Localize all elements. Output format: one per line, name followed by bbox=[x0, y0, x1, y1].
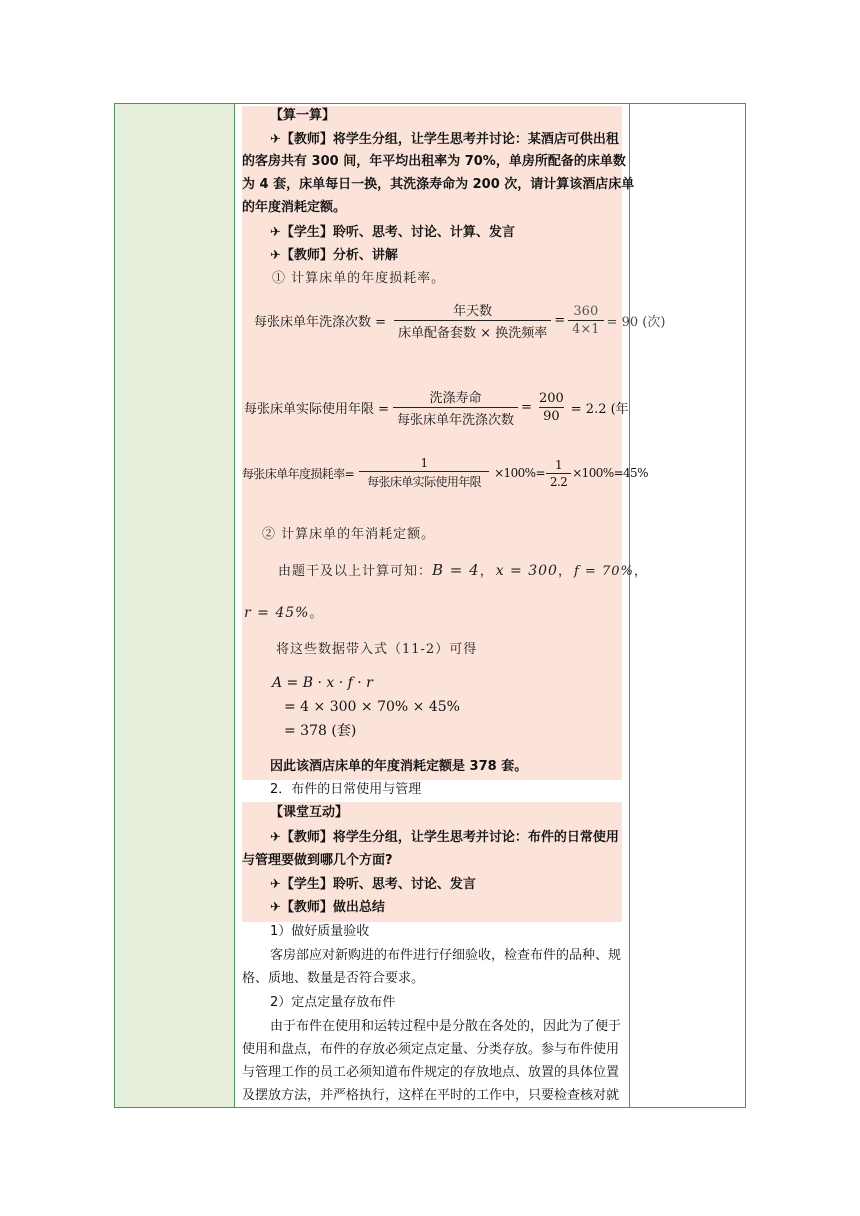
fraction-numerator: 洗涤寿命 bbox=[429, 391, 482, 406]
fraction-denominator: 90 bbox=[539, 407, 564, 424]
fraction-numerator: 1 bbox=[420, 456, 428, 470]
step-one-heading: ① 计算床单的年度损耗率。 bbox=[272, 271, 446, 286]
section-heading-interact: 【课堂互动】 bbox=[270, 805, 349, 820]
fraction-numerator: 360 bbox=[573, 304, 599, 319]
teacher-action: ✈【教师】做出总结 bbox=[270, 900, 385, 915]
fraction bbox=[355, 456, 493, 490]
student-action: ✈【学生】聆听、思考、讨论、发言 bbox=[270, 877, 476, 892]
fraction bbox=[546, 458, 571, 489]
formula-result: = 90 (次) bbox=[606, 315, 666, 330]
teacher-task-line: 的年度消耗定额。 bbox=[242, 200, 347, 215]
fraction bbox=[535, 391, 568, 424]
conclusion: 因此该酒店床单的年度消耗定额是 378 套。 bbox=[270, 759, 528, 774]
formula-lhs: 每张床单年度损耗率= bbox=[242, 466, 355, 481]
student-action: ✈【学生】聆听、思考、讨论、计算、发言 bbox=[270, 225, 515, 240]
teacher-task-line: 与管理要做到哪几个方面? bbox=[242, 853, 393, 868]
teacher-task-line: ✈【教师】将学生分组，让学生思考并讨论：布件的日常使用 bbox=[270, 830, 619, 845]
equals-sign: = bbox=[554, 313, 566, 328]
known-values-prefix: 由题干及以上计算可知： bbox=[278, 564, 433, 579]
paragraph-line: 格、质地、数量是否符合要求。 bbox=[242, 971, 425, 986]
paragraph-line: 使用和盘点，布件的存放必须定点定量、分类存放。参与布件使用 bbox=[242, 1042, 620, 1057]
fraction bbox=[568, 304, 603, 337]
equation-line: A = B · x · f · r bbox=[272, 675, 373, 691]
fraction-numerator: 200 bbox=[538, 391, 564, 406]
lesson-content-cell bbox=[236, 103, 666, 1107]
fraction-denominator: 4×1 bbox=[568, 320, 603, 337]
step-two-heading: ② 计算床单的年消耗定额。 bbox=[262, 527, 436, 542]
known-value: r = 45% bbox=[244, 605, 310, 621]
substitute-line: 将这些数据带入式（11-2）可得 bbox=[276, 642, 478, 657]
fraction-numerator: 1 bbox=[555, 457, 563, 472]
formula-lhs: 每张床单年洗涤次数 = bbox=[254, 315, 387, 330]
paragraph-line: 客房部应对新购进的布件进行仔细验收，检查布件的品种、规 bbox=[270, 948, 622, 963]
equals-sign: = bbox=[521, 400, 532, 415]
formula-lhs: 每张床单实际使用年限 = bbox=[244, 402, 390, 417]
known-values-line bbox=[242, 559, 658, 583]
r-value-line bbox=[242, 602, 624, 625]
separator: ， bbox=[479, 564, 494, 579]
equation-line: = 378 (套) bbox=[284, 723, 357, 739]
formula-mid: ×100%= bbox=[494, 466, 545, 480]
section-heading-2: 2．布件的日常使用与管理 bbox=[270, 782, 422, 797]
formula-loss-rate bbox=[242, 456, 648, 490]
subheading: 2）定点定量存放布件 bbox=[270, 995, 396, 1010]
teacher-task-line: 为 4 套，床单每日一换，其洗涤寿命为 200 次，请计算该酒店床单 bbox=[242, 177, 635, 192]
paragraph-line: 与管理工作的员工必须知道布件规定的存放地点、放置的具体位置 bbox=[242, 1065, 620, 1080]
known-value: x = 300 bbox=[495, 563, 558, 579]
fraction bbox=[394, 300, 551, 341]
fraction bbox=[393, 387, 518, 428]
teacher-task-line: ✈【教师】将学生分组，让学生思考并讨论：某酒店可供出租 bbox=[270, 132, 619, 147]
fraction-denominator: 2.2 bbox=[546, 473, 571, 489]
fraction-denominator: 每张床单年洗涤次数 bbox=[393, 407, 518, 428]
known-value: B = 4 bbox=[432, 561, 480, 579]
section-heading-calc: 【算一算】 bbox=[270, 108, 336, 123]
teacher-task-line: 的客房共有 300 间，年平均出租率为 70%，单房所配备的床单数 bbox=[242, 154, 626, 169]
period: 。 bbox=[309, 606, 324, 621]
teacher-action: ✈【教师】分析、讲解 bbox=[270, 248, 398, 263]
fraction-numerator: 年天数 bbox=[453, 304, 493, 319]
formula-result: ×100%=45% bbox=[572, 466, 648, 480]
paragraph-line: 由于布件在使用和运转过程中是分散在各处的，因此为了便于 bbox=[270, 1019, 622, 1034]
fraction-denominator: 床单配备套数 × 换洗频率 bbox=[394, 320, 551, 341]
formula-result: = 2.2 (年 bbox=[570, 402, 629, 417]
equation-line: = 4 × 300 × 70% × 45% bbox=[284, 699, 460, 715]
known-value: f = 70% bbox=[573, 564, 634, 579]
fraction-denominator: 每张床单实际使用年限 bbox=[359, 471, 489, 490]
separator: ， bbox=[557, 564, 572, 579]
formula-service-years bbox=[244, 387, 629, 428]
subheading: 1）做好质量验收 bbox=[270, 924, 370, 939]
formula-wash-count bbox=[254, 300, 665, 341]
separator: ， bbox=[633, 564, 648, 579]
paragraph-line: 及摆放方法，并严格执行，这样在平时的工作中，只要检查核对就 bbox=[242, 1088, 620, 1103]
